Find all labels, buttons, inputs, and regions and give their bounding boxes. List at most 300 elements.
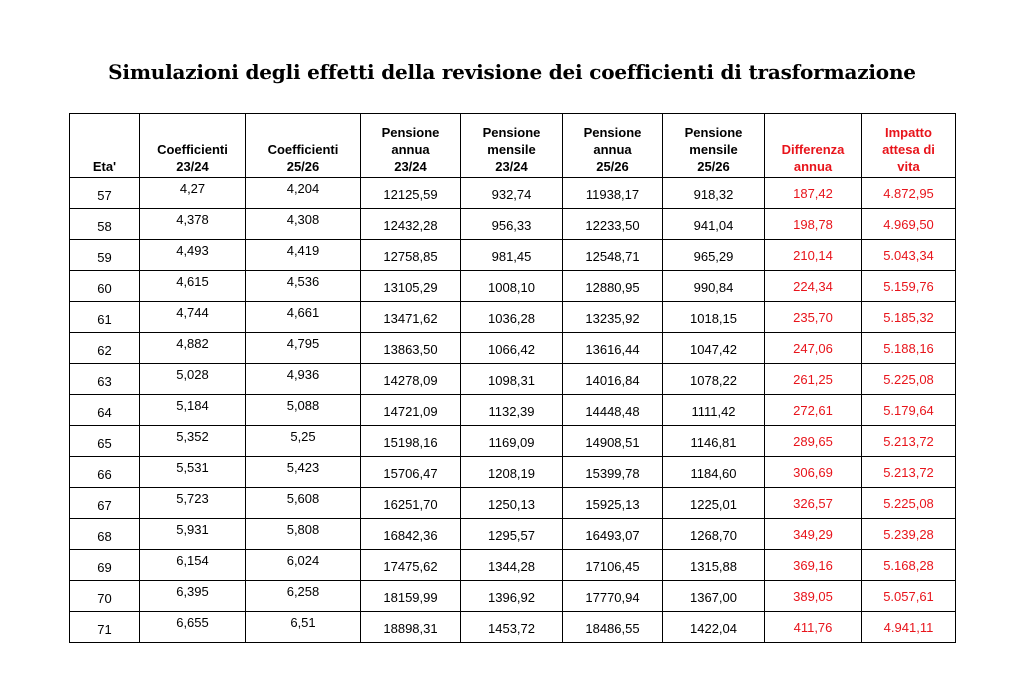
table-cell xyxy=(862,333,956,364)
cell-value: 15198,16 xyxy=(383,434,438,450)
table-cell xyxy=(862,519,956,550)
cell-value: 4,308 xyxy=(286,211,320,227)
table-cell xyxy=(862,209,956,240)
table-cell xyxy=(246,240,361,271)
table-row xyxy=(70,612,956,643)
cell-value: 1184,60 xyxy=(690,465,737,481)
table-cell xyxy=(563,364,663,395)
table-cell xyxy=(361,550,461,581)
table-cell xyxy=(70,209,140,240)
table-cell xyxy=(361,178,461,209)
table-cell xyxy=(663,333,765,364)
cell-value: 1453,72 xyxy=(488,620,535,636)
table-cell xyxy=(563,271,663,302)
table-cell xyxy=(663,550,765,581)
table-cell xyxy=(246,550,361,581)
table-cell xyxy=(663,209,765,240)
table-cell xyxy=(70,612,140,643)
table-cell xyxy=(246,302,361,333)
cell-value: 12548,71 xyxy=(585,248,640,264)
cell-value: 981,45 xyxy=(491,248,532,264)
cell-value: 62 xyxy=(97,342,112,358)
table-cell xyxy=(70,519,140,550)
table-row xyxy=(70,426,956,457)
table-cell xyxy=(765,271,862,302)
cell-value: 389,05 xyxy=(793,588,833,604)
table-cell xyxy=(563,333,663,364)
table-row xyxy=(70,302,956,333)
table-cell xyxy=(663,302,765,333)
simulation-table xyxy=(69,113,956,643)
table-cell xyxy=(140,364,246,395)
cell-value: 5,184 xyxy=(176,397,209,413)
column-header-0 xyxy=(70,114,140,178)
cell-value: 5.188,16 xyxy=(883,340,934,356)
column-header-line: Coefficienti xyxy=(157,142,228,157)
cell-value: 14278,09 xyxy=(383,372,438,388)
cell-value: 247,06 xyxy=(793,340,833,356)
table-cell xyxy=(563,488,663,519)
cell-value: 15399,78 xyxy=(585,465,640,481)
table-cell xyxy=(663,612,765,643)
table-row xyxy=(70,395,956,426)
table-cell xyxy=(246,178,361,209)
column-header-line: annua xyxy=(391,142,430,157)
table-row xyxy=(70,364,956,395)
cell-value: 15925,13 xyxy=(585,496,640,512)
table-cell xyxy=(361,364,461,395)
table-cell xyxy=(461,364,563,395)
cell-value: 5,608 xyxy=(286,490,320,506)
table-cell xyxy=(461,395,563,426)
cell-value: 58 xyxy=(97,218,112,234)
column-header-1 xyxy=(140,114,246,178)
cell-value: 14448,48 xyxy=(585,403,640,419)
cell-value: 5,723 xyxy=(176,490,209,506)
cell-value: 210,14 xyxy=(793,247,833,263)
table-cell xyxy=(140,271,246,302)
cell-value: 11938,17 xyxy=(585,186,640,202)
table-cell xyxy=(862,457,956,488)
cell-value: 1066,42 xyxy=(488,341,535,357)
cell-value: 1225,01 xyxy=(690,496,737,512)
cell-value: 187,42 xyxy=(793,185,833,201)
table-cell xyxy=(140,550,246,581)
table-row xyxy=(70,178,956,209)
table-cell xyxy=(361,240,461,271)
cell-value: 4,615 xyxy=(176,273,209,289)
column-header-6 xyxy=(663,114,765,178)
cell-value: 70 xyxy=(97,590,112,606)
table-cell xyxy=(563,178,663,209)
table-cell xyxy=(563,240,663,271)
table-cell xyxy=(862,302,956,333)
cell-value: 5.179,64 xyxy=(883,402,934,418)
table-row xyxy=(70,581,956,612)
table-cell xyxy=(765,519,862,550)
cell-value: 1018,15 xyxy=(690,310,737,326)
cell-value: 1008,10 xyxy=(488,279,535,295)
table-cell xyxy=(862,488,956,519)
cell-value: 5.213,72 xyxy=(883,464,934,480)
cell-value: 4.941,11 xyxy=(883,619,934,635)
cell-value: 65 xyxy=(97,435,112,451)
cell-value: 4,536 xyxy=(286,273,320,289)
cell-value: 965,29 xyxy=(693,248,734,264)
cell-value: 13471,62 xyxy=(383,310,438,326)
column-header-line: Differenza xyxy=(781,142,845,157)
table-cell xyxy=(140,426,246,457)
cell-value: 15706,47 xyxy=(383,465,438,481)
table-cell xyxy=(140,178,246,209)
cell-value: 60 xyxy=(97,280,112,296)
table-cell xyxy=(361,426,461,457)
table-cell xyxy=(461,333,563,364)
cell-value: 369,16 xyxy=(793,557,833,573)
cell-value: 1169,09 xyxy=(488,434,535,450)
table-cell xyxy=(563,302,663,333)
table-cell xyxy=(461,271,563,302)
table-cell xyxy=(563,612,663,643)
cell-value: 13105,29 xyxy=(383,279,438,295)
cell-value: 411,76 xyxy=(793,619,833,635)
cell-value: 1111,42 xyxy=(691,403,736,419)
cell-value: 5,808 xyxy=(286,521,320,537)
table-cell xyxy=(361,302,461,333)
cell-value: 13616,44 xyxy=(585,341,640,357)
cell-value: 6,154 xyxy=(176,552,209,568)
cell-value: 1132,39 xyxy=(488,403,535,419)
cell-value: 272,61 xyxy=(793,402,833,418)
cell-value: 918,32 xyxy=(693,186,734,202)
table-cell xyxy=(663,426,765,457)
table-cell xyxy=(70,240,140,271)
table-cell xyxy=(862,240,956,271)
cell-value: 1047,42 xyxy=(690,341,737,357)
cell-value: 57 xyxy=(97,187,112,203)
cell-value: 932,74 xyxy=(491,186,532,202)
cell-value: 6,258 xyxy=(286,583,320,599)
cell-value: 1367,00 xyxy=(690,589,737,605)
cell-value: 68 xyxy=(97,528,112,544)
cell-value: 4,795 xyxy=(286,335,320,351)
cell-value: 5,25 xyxy=(290,428,316,444)
table-cell xyxy=(140,612,246,643)
column-header-5 xyxy=(563,114,663,178)
cell-value: 64 xyxy=(97,404,112,420)
cell-value: 1422,04 xyxy=(690,620,737,636)
cell-value: 4,419 xyxy=(286,242,320,258)
cell-value: 1250,13 xyxy=(488,496,535,512)
table-cell xyxy=(862,581,956,612)
cell-value: 5,352 xyxy=(176,428,209,444)
table-row xyxy=(70,209,956,240)
cell-value: 13863,50 xyxy=(383,341,438,357)
cell-value: 66 xyxy=(97,466,112,482)
column-header-7 xyxy=(765,114,862,178)
cell-value: 235,70 xyxy=(793,309,833,325)
table-cell xyxy=(663,240,765,271)
column-header-line: Pensione xyxy=(381,125,440,140)
table-cell xyxy=(765,302,862,333)
table-header-row xyxy=(70,114,956,178)
column-header-3 xyxy=(361,114,461,178)
column-header-line: Eta' xyxy=(92,159,117,174)
cell-value: 990,84 xyxy=(693,279,734,295)
table-cell xyxy=(862,550,956,581)
table-cell xyxy=(246,519,361,550)
cell-value: 4,493 xyxy=(176,242,209,258)
table-cell xyxy=(765,488,862,519)
cell-value: 261,25 xyxy=(793,371,833,387)
cell-value: 5.057,61 xyxy=(883,588,934,604)
table-cell xyxy=(140,519,246,550)
cell-value: 1396,92 xyxy=(488,589,535,605)
cell-value: 16251,70 xyxy=(383,496,438,512)
cell-value: 1146,81 xyxy=(690,434,737,450)
table-cell xyxy=(70,395,140,426)
table-cell xyxy=(563,426,663,457)
cell-value: 12233,50 xyxy=(585,217,640,233)
table-row xyxy=(70,488,956,519)
table-cell xyxy=(140,302,246,333)
table-cell xyxy=(461,519,563,550)
cell-value: 59 xyxy=(97,249,112,265)
table-cell xyxy=(663,457,765,488)
table-cell xyxy=(246,333,361,364)
table-cell xyxy=(461,612,563,643)
table-cell xyxy=(765,178,862,209)
cell-value: 13235,92 xyxy=(585,310,640,326)
column-header-8 xyxy=(862,114,956,178)
cell-value: 5,028 xyxy=(176,366,209,382)
table-cell xyxy=(70,488,140,519)
column-header-line: Pensione xyxy=(482,125,541,140)
cell-value: 1295,57 xyxy=(488,527,535,543)
cell-value: 5.225,08 xyxy=(883,371,934,387)
cell-value: 61 xyxy=(97,311,112,327)
column-header-line: 23/24 xyxy=(495,159,528,174)
cell-value: 4,882 xyxy=(176,335,209,351)
table-cell xyxy=(663,178,765,209)
table-body xyxy=(70,178,956,643)
table-cell xyxy=(663,488,765,519)
cell-value: 4.969,50 xyxy=(883,216,934,232)
cell-value: 18898,31 xyxy=(383,620,438,636)
cell-value: 4.872,95 xyxy=(883,185,934,201)
table-cell xyxy=(246,209,361,240)
table-cell xyxy=(461,488,563,519)
cell-value: 1344,28 xyxy=(488,558,535,574)
cell-value: 18159,99 xyxy=(383,589,438,605)
table-cell xyxy=(246,271,361,302)
cell-value: 5,531 xyxy=(176,459,209,475)
cell-value: 18486,55 xyxy=(585,620,640,636)
column-header-line: mensile xyxy=(689,142,738,157)
table-cell xyxy=(765,457,862,488)
table-cell xyxy=(70,178,140,209)
cell-value: 17770,94 xyxy=(585,589,640,605)
table-cell xyxy=(765,550,862,581)
cell-value: 4,204 xyxy=(286,180,320,196)
cell-value: 4,27 xyxy=(179,180,206,196)
table-cell xyxy=(563,519,663,550)
table-cell xyxy=(246,426,361,457)
table-cell xyxy=(361,488,461,519)
table-cell xyxy=(862,395,956,426)
cell-value: 12758,85 xyxy=(383,248,438,264)
table-cell xyxy=(461,581,563,612)
cell-value: 16842,36 xyxy=(383,527,438,543)
column-header-line: 25/26 xyxy=(697,159,730,174)
column-header-line: 23/24 xyxy=(394,159,427,174)
table-cell xyxy=(361,612,461,643)
table-row xyxy=(70,519,956,550)
cell-value: 17106,45 xyxy=(585,558,640,574)
table-cell xyxy=(361,581,461,612)
column-header-line: annua xyxy=(793,159,833,174)
cell-value: 17475,62 xyxy=(383,558,438,574)
cell-value: 1268,70 xyxy=(690,527,737,543)
column-header-line: Pensione xyxy=(684,125,743,140)
cell-value: 1315,88 xyxy=(690,558,737,574)
cell-value: 5.225,08 xyxy=(883,495,934,511)
column-header-line: annua xyxy=(593,142,632,157)
table-cell xyxy=(70,581,140,612)
cell-value: 1098,31 xyxy=(488,372,535,388)
cell-value: 1036,28 xyxy=(488,310,535,326)
table-cell xyxy=(70,364,140,395)
cell-value: 63 xyxy=(97,373,112,389)
cell-value: 5.043,34 xyxy=(883,247,934,263)
cell-value: 5.185,32 xyxy=(883,309,934,325)
table-cell xyxy=(140,333,246,364)
cell-value: 4,744 xyxy=(176,304,209,320)
table-cell xyxy=(461,457,563,488)
table-cell xyxy=(70,550,140,581)
table-cell xyxy=(563,209,663,240)
table-cell xyxy=(765,333,862,364)
column-header-line: 25/26 xyxy=(596,159,629,174)
cell-value: 306,69 xyxy=(793,464,833,480)
table-row xyxy=(70,457,956,488)
table-cell xyxy=(246,488,361,519)
cell-value: 956,33 xyxy=(491,217,532,233)
table-cell xyxy=(70,271,140,302)
cell-value: 5.159,76 xyxy=(883,278,934,294)
table-cell xyxy=(140,209,246,240)
table-cell xyxy=(140,240,246,271)
table-cell xyxy=(361,333,461,364)
cell-value: 941,04 xyxy=(693,217,734,233)
table-cell xyxy=(563,581,663,612)
table-cell xyxy=(246,457,361,488)
cell-value: 349,29 xyxy=(793,526,833,542)
table-cell xyxy=(361,395,461,426)
column-header-line: Coefficienti xyxy=(267,142,339,157)
column-header-2 xyxy=(246,114,361,178)
table-cell xyxy=(246,364,361,395)
cell-value: 326,57 xyxy=(793,495,833,511)
table-cell xyxy=(461,178,563,209)
cell-value: 69 xyxy=(97,559,112,575)
table-cell xyxy=(361,457,461,488)
table-cell xyxy=(563,395,663,426)
table-cell xyxy=(461,209,563,240)
table-cell xyxy=(140,457,246,488)
cell-value: 14721,09 xyxy=(383,403,438,419)
cell-value: 12432,28 xyxy=(383,217,438,233)
cell-value: 5.239,28 xyxy=(883,526,934,542)
table-cell xyxy=(765,581,862,612)
cell-value: 4,936 xyxy=(286,366,320,382)
cell-value: 12125,59 xyxy=(383,186,438,202)
cell-value: 6,655 xyxy=(176,614,209,630)
table-cell xyxy=(765,209,862,240)
column-header-line: attesa di xyxy=(882,142,935,157)
table-cell xyxy=(765,364,862,395)
table-cell xyxy=(461,550,563,581)
cell-value: 224,34 xyxy=(793,278,833,294)
cell-value: 5,931 xyxy=(176,521,209,537)
table-cell xyxy=(765,426,862,457)
cell-value: 1208,19 xyxy=(488,465,535,481)
table-cell xyxy=(70,457,140,488)
table-cell xyxy=(361,519,461,550)
column-header-line: Pensione xyxy=(583,125,642,140)
table-cell xyxy=(862,271,956,302)
cell-value: 1078,22 xyxy=(690,372,737,388)
cell-value: 67 xyxy=(97,497,112,513)
cell-value: 5.213,72 xyxy=(883,433,934,449)
column-header-line: mensile xyxy=(487,142,536,157)
cell-value: 12880,95 xyxy=(585,279,640,295)
cell-value: 289,65 xyxy=(793,433,833,449)
table-cell xyxy=(563,457,663,488)
cell-value: 5,423 xyxy=(286,459,320,475)
cell-value: 4,661 xyxy=(286,304,320,320)
table-cell xyxy=(461,240,563,271)
table-cell xyxy=(862,612,956,643)
table-cell xyxy=(862,364,956,395)
table-cell xyxy=(70,426,140,457)
table-row xyxy=(70,333,956,364)
table-row xyxy=(70,550,956,581)
column-header-4 xyxy=(461,114,563,178)
table-cell xyxy=(663,519,765,550)
table-row xyxy=(70,240,956,271)
cell-value: 6,024 xyxy=(286,552,320,568)
cell-value: 5,088 xyxy=(286,397,320,413)
page-title: Simulazioni degli effetti della revisione dei coefficienti di trasformazione xyxy=(108,60,916,84)
table-cell xyxy=(765,395,862,426)
cell-value: 6,395 xyxy=(176,583,209,599)
table-cell xyxy=(246,395,361,426)
cell-value: 16493,07 xyxy=(585,527,640,543)
table-cell xyxy=(663,364,765,395)
table-cell xyxy=(765,612,862,643)
table-cell xyxy=(246,581,361,612)
cell-value: 6,51 xyxy=(290,614,316,630)
table-cell xyxy=(663,581,765,612)
table-row xyxy=(70,271,956,302)
table-cell xyxy=(461,302,563,333)
column-header-line: Impatto xyxy=(885,125,932,140)
table-cell xyxy=(70,333,140,364)
table-cell xyxy=(246,612,361,643)
column-header-line: 25/26 xyxy=(286,159,320,174)
table-cell xyxy=(140,395,246,426)
